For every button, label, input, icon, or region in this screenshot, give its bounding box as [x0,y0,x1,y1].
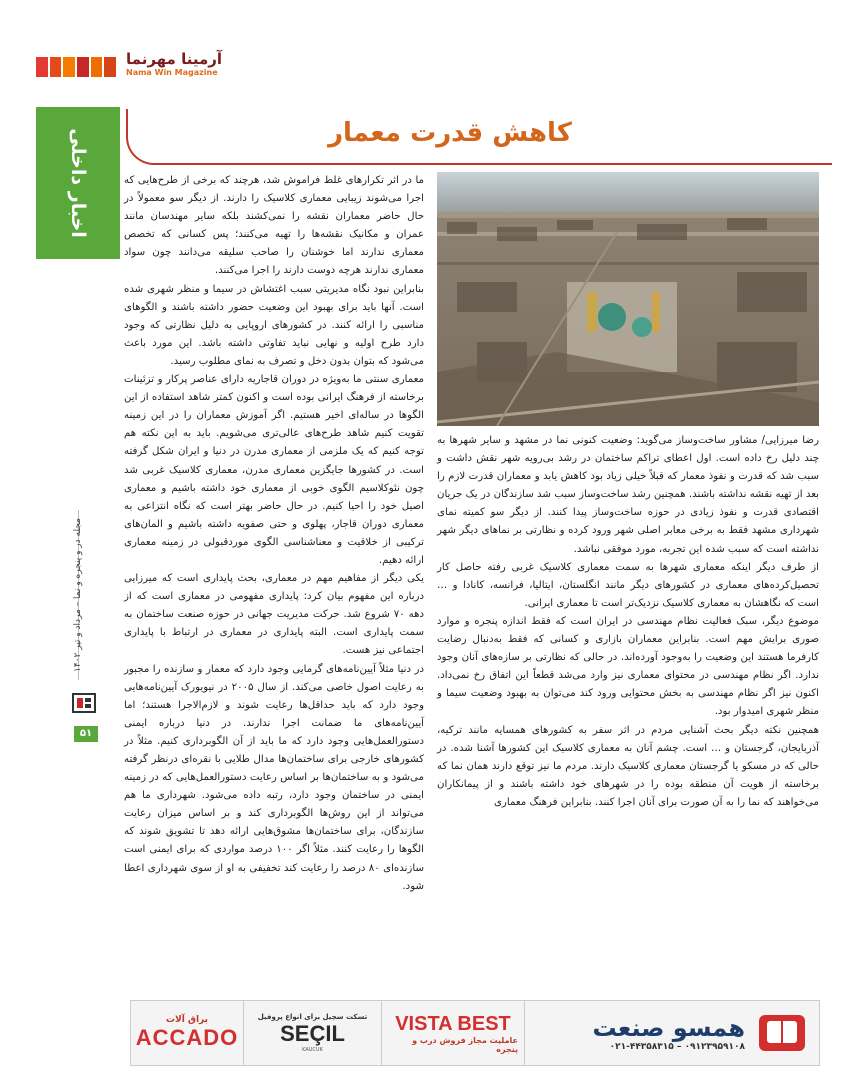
magazine-logo[interactable] [126,50,226,84]
header-color-bar [36,57,116,77]
vista-tagline: عاملیت مجاز فروش درب و پنجره [412,1035,518,1054]
section-tab-label: اخبار داخلی [67,128,89,238]
paragraph: در دنیا مثلاً آیین‌نامه‌های گرمایی وجود دارد که معمار و سازنده را مجبور به رعایت اصول خاصی می‌کند. از سال ۲۰۰۵ در نیویورک آیین‌نامه‌هایی وجود دارد که باید حداقل‌ها رعایت شوند و لازم‌الاجرا هستند؛ اما آیین‌نامه‌های ما ضمانت اجرا ندارند. در دنیا درباره ایمنی دستورالعمل‌هایی وجود دارد که ما باید از آن الگوبرداری کنیم. مثلاً در کشورهای خارجی برای ساختمان‌ها مدال طلایی با نقره‌ای درنظر گرفته می‌شود و به ساختمان‌ها بر اساس رعایت دستورالعمل‌هایی که در زمینه ایمنی در ساختمان وجود دارد، رتبه داده می‌شود. شهرداری ما هم می‌تواند از این روش‌ها الگوبرداری کند و بر اساس میزان رعایت سازندگان، برای ساختمان‌ها مشوق‌هایی ارائه دهد تا تشویق شوند که الگوها را رعایت کنند. مثلاً اگر ۱۰۰ درصد مواردی که برای ایمنی است سازنده‌ای ۸۰ درصد را رعایت کند تخفیفی به او از سوی شهرداری اعطا شود. [124,663,424,892]
color-stripe [63,57,75,77]
paragraph: همچنین نکته دیگر بحث آشنایی مردم در اثر سفر به کشورهای همسایه مانند ترکیه، آذربایجان، گرجستان و … است. چشم آنان به معماری کلاسیک این کشورها آشنا شده. در حالی که در مسکو یا گرجستان معماری کلاسیک دارند. مردم ما نیز توقع دارند همان نما که برخاسته از هویت آن منطقه بوده را در شهرهای خود داشته باشند و از پیمانکاران می‌خواهند که نما را به آن صورت برای آنان اجرا کنند. بنابراین فرهنگ معماری [437,724,819,808]
logo-sub-text: Nama Win Magazine [126,68,218,77]
color-stripe [91,57,103,77]
color-stripe [50,57,62,77]
paragraph: رضا میرزایی/ مشاور ساخت‌وساز می‌گوید: وضعیت کنونی نما در مشهد و سایر شهرها به چند دلیل رخ داده است. اول اعطای تراکم ساختمان در رشد بی‌رویه شهر نقش داشت و سبب شد که قدرت و نفوذ معمار که قبلاً خیلی زیاد بود کاهش یابد و معماران قدرت لازم را بعد از تهیه نقشه نداشته باشند. همچنین رشد ساخت‌وساز سبب شد سازندگان در یک جریان اقتصادی قدرت و نفوذ زیادی در حوزه ساخت‌وساز پیدا کنند. از دیگر سو کمیته نمای شهرداری مشهد فقط به برخی معابر اصلی شهر ورود کرده و نظارتی بر نماهای دیگر شهر نداشته است که سبب شده این تجربه، مورد موفقی نباشد. [437,435,819,555]
paragraph: از طرف دیگر اینکه معماری شهرها به سمت معماری کلاسیک غربی رفته حاصل کار تحصیل‌کرده‌های معماری در کشورهای دیگر مانند انگلستان، ایتالیا، فرانسه، کانادا و … است که نگاهشان به معماری کلاسیک نزدیک‌تر است تا معماری ایرانی. [437,561,819,609]
accado-ad[interactable] [131,1001,243,1065]
section-tab [36,107,120,259]
paragraph: یکی دیگر از مفاهیم مهم در معماری، بحث پایداری است که میرزایی درباره این مفهوم بیان کرد: پایداری مفهومی در معماری است که از دهه ۷۰ شروع شد. حرکت مدیریت جهانی در حوزه صنعت ساختمان به سمت پایداری است. البته پایداری در معماری در ارتباط با پایداری اجتماعی نیز هست. [124,573,424,657]
color-stripe [77,57,89,77]
hamso-phone: ۰۹۱۲۳۹۵۹۱۰۸ – ۰۲۱-۴۴۳۵۸۳۱۵ [609,1042,745,1052]
accado-tagline: براق آلات [165,1015,209,1025]
magazine-icon [69,688,99,718]
paragraph: بنابراین نبود نگاه مدیریتی سبب اغتشاش در سیما و منظر شهری شده است. آنها باید برای بهبود این وضعیت حضور داشته باشند و الگوهای مناسبی را ارائه کنند. در کشورهای اروپایی به دلیل نظارتی که وجود دارد طرح اولیه و نهایی نباید تفاوتی داشته باشد. این مورد باعث می‌شود که بتوان بدون دخل و تصرف به نمای مطلوب رسید. [124,283,424,367]
article-column-left [124,172,424,972]
secil-logo: SEÇIL [280,1021,345,1046]
secil-sub: KAUCUK [302,1047,323,1053]
paragraph: موضوع دیگر، سبک فعالیت نظام مهندسی در ایران است که فقط اندازه پنجره و موارد صوری برایش مهم است. بنابراین معماران بازاری و کسانی که فقط به‌دنبال رضایت کارفرما هستند این وضعیت را به‌وجود آورده‌اند. در حالی که نظارتی بر سازه‌های آنان وجود ندارد. اگر نظام مهندسی در محتوای معماری نیز وارد می‌شد قطعاً این اتفاق رخ نمی‌داد. اکنون نیز اگر نظام مهندسی به بخش محتوایی ورود کند می‌توان به بهبود وضعیت سیما و منظر شهری امیدوار بود. [437,615,819,718]
paragraph: ما در اثر تکرارهای غلط فراموش شد، هرچند که برخی از طرح‌هایی که اجرا می‌شوند زیبایی معماری کلاسیک را دارند. از دیگر سو معمولاً در حال حاضر معماران نقشه را نمی‌کشند بلکه سایر مهندسان مانند عمران و مکانیک نقشه‌ها را تهیه می‌کنند؛ پس کسانی که تخصص معماری ندارند اما خوشنان را صاحب سلیقه می‌دانند چون سواد معماری ندارند هرچه دوست دارند را اجرا می‌کنند. [124,175,424,277]
paragraph: معماری سنتی ما به‌ویژه در دوران قاجاریه دارای عناصر پرکار و تزئینات برخاسته از فرهنگ ایرانی بوده است و اکنون کمتر شاهد استفاده از این الگوها در ساله‌ای اخیر هستیم. اگر آموزش معماران را در این زمینه تقویت کنیم شاهد طرح‌های عالی‌تری می‌شویم. باید به این نکته هم توجه کنیم که یک ملزمی از معماری مدرن در دنیا و ایران شکل گرفته است. در کشورها جایگزین معماری مدرن، معماری کلاسیک غربی شد چون نئوکلاسیم الگوی خوبی از معماری خود داشته باشیم و معماری اصیل خود را احیا کنیم. در حال حاضر بهتر است که نگاه انتزاعی به معماری دوران قاجار، پهلوی و حتی صفویه داشته باشیم و المان‌های ترکیبی از خلاقیت و معناشناسی الگوی موردقبولی در زمینه معماری ارائه دهیم. [124,374,424,566]
color-stripe [104,57,116,77]
article-column-right [437,432,819,972]
window-icon [755,1009,809,1057]
side-caption [60,510,96,680]
article-title: کاهش قدرت معمار [328,118,572,148]
aerial-city-photo [437,172,819,426]
hamso-logo-text: همسو صنعت [592,1014,745,1042]
page-number: ۵۱ [74,726,98,742]
secil-ad[interactable] [243,1001,381,1065]
accado-logo: ACCADO [135,1025,239,1050]
logo-main-text: آرمینا مهرنما [126,50,223,68]
side-caption-text: مجله در و پنجره و نما – مرداد و تیر ۱۴۰۲ [73,518,83,672]
hamso-ad[interactable] [524,1001,819,1065]
color-stripe [36,57,48,77]
advertisement-banner[interactable] [130,1000,820,1066]
hamso-text [593,1014,746,1052]
vista-ad[interactable] [381,1001,524,1065]
secil-tagline: تسکت سچیل برای انواع پروفیل [257,1013,368,1021]
vista-logo: VISTA BEST [395,1012,511,1035]
